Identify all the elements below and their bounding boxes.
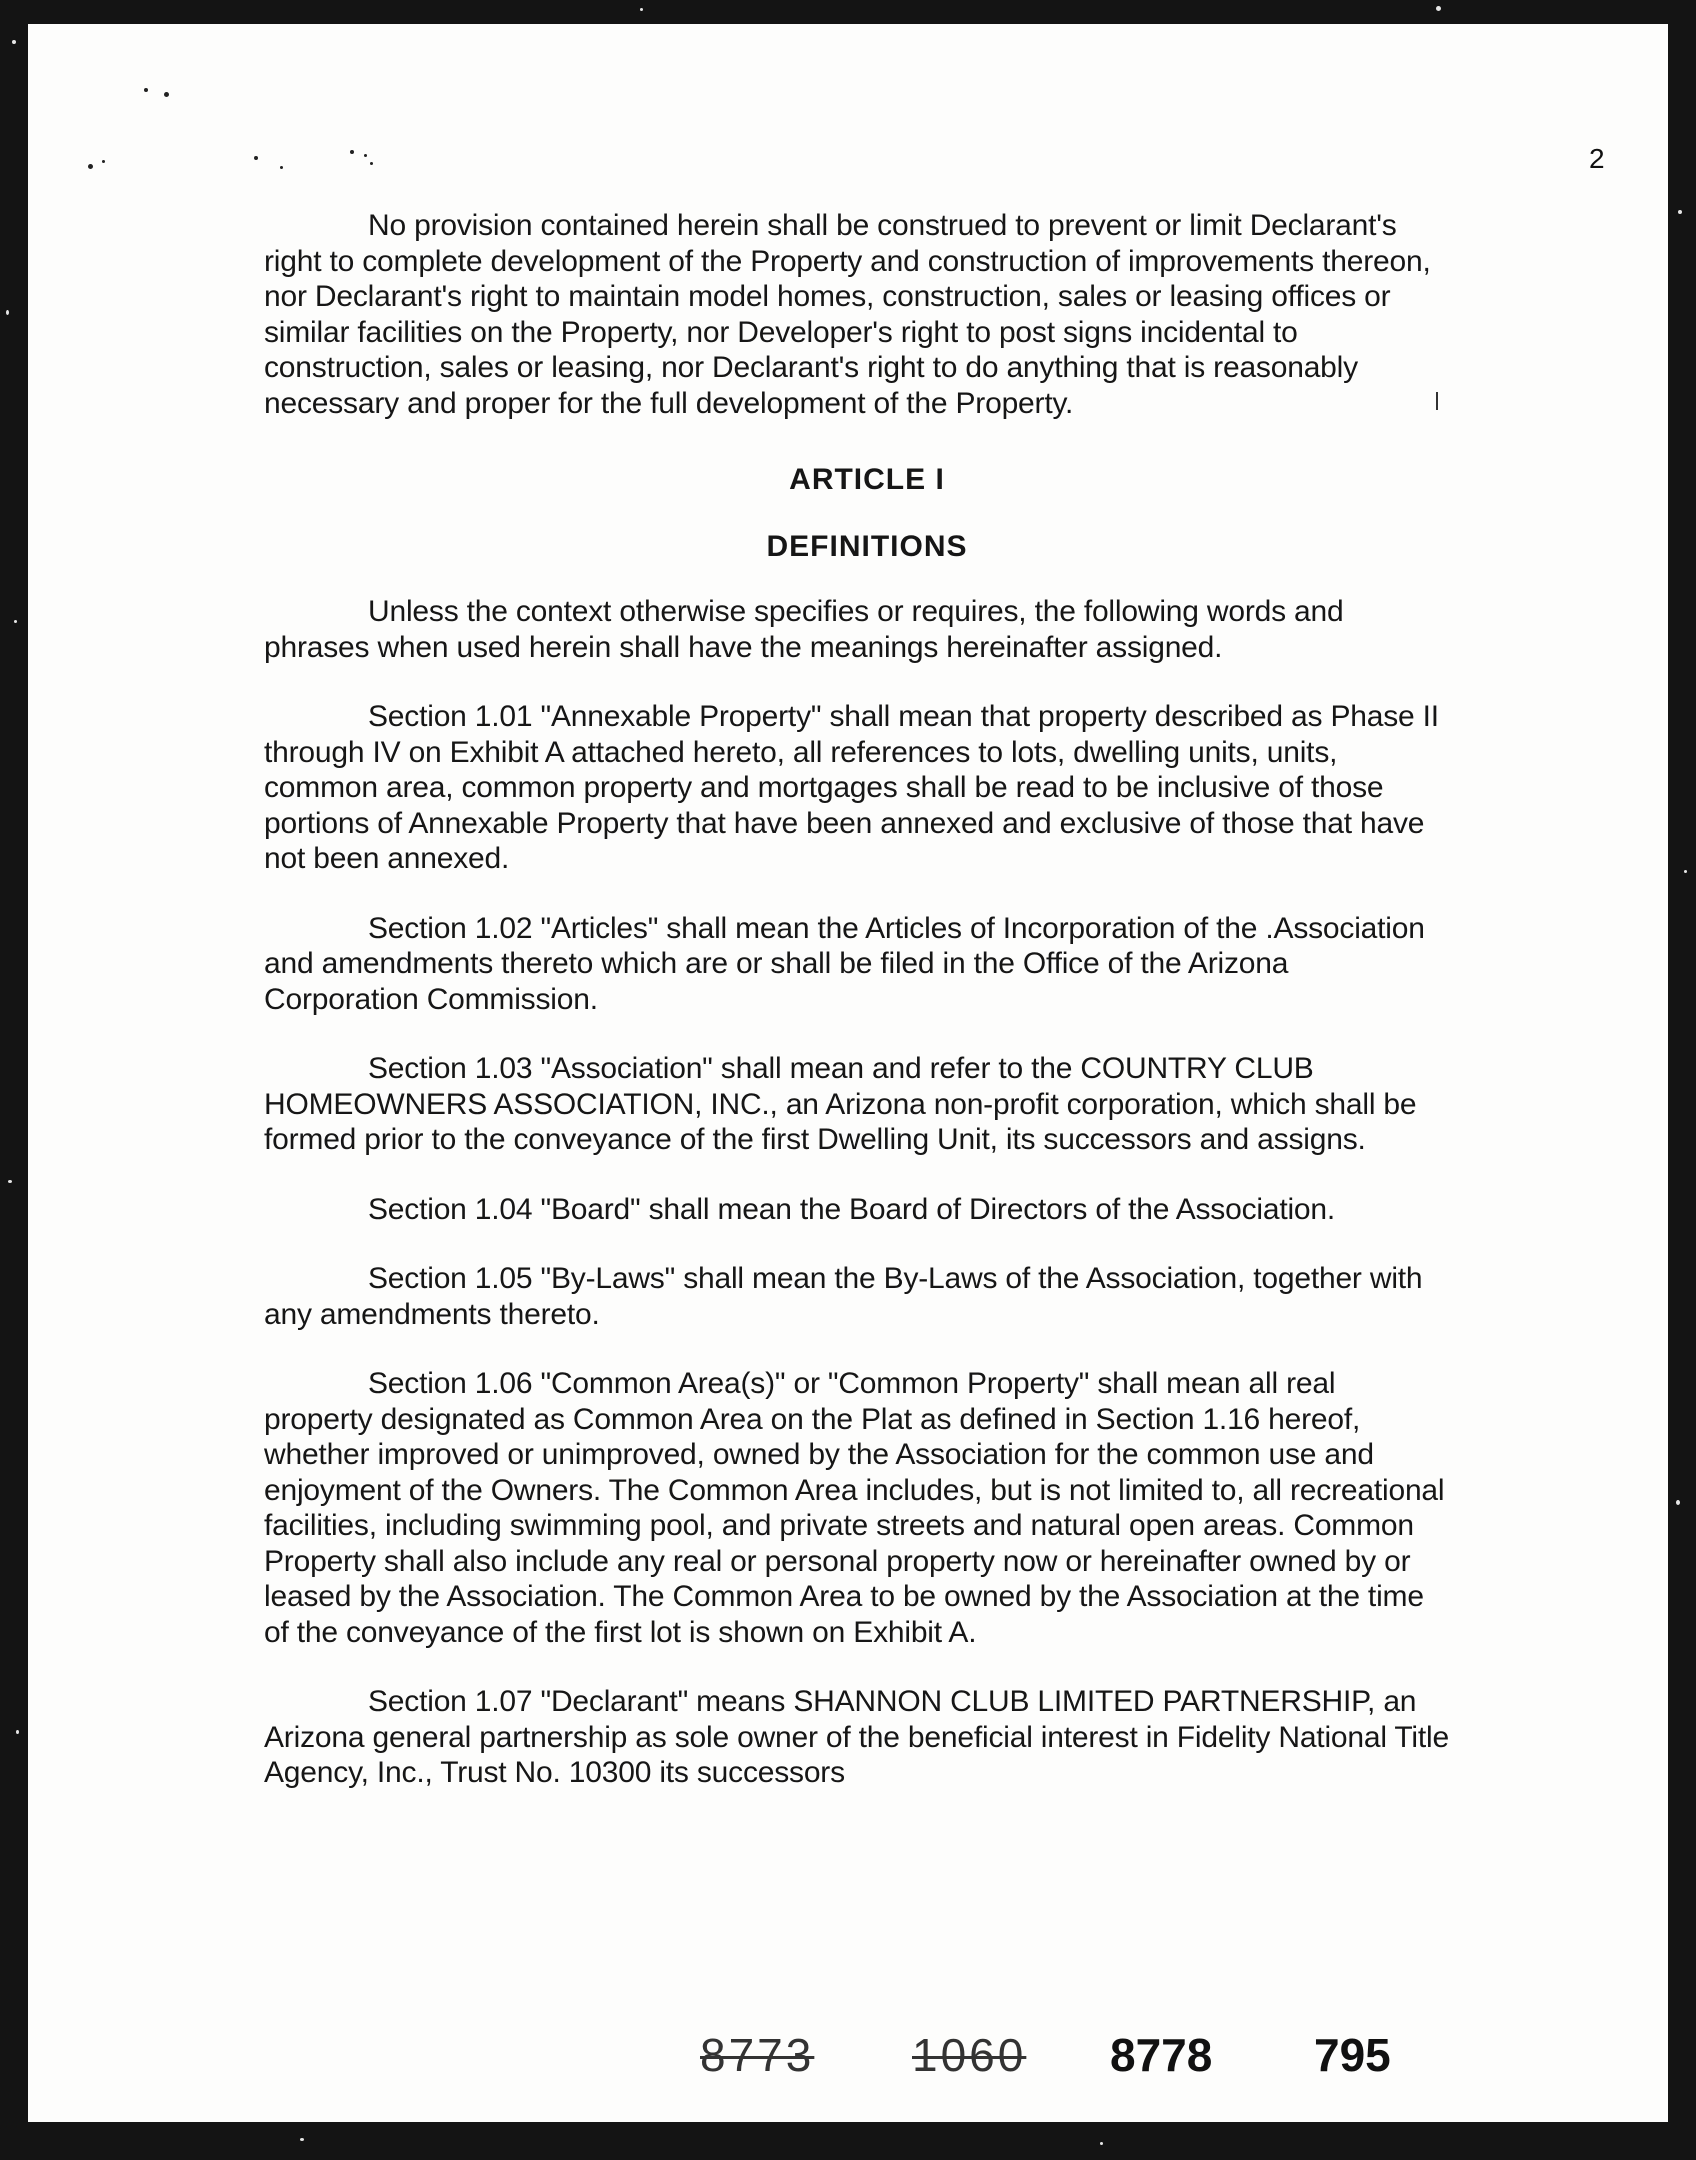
section-1-07: Section 1.07 "Declarant" means SHANNON CLUB LIMITED PARTNERSHIP, an Arizona general partnership as sole owner of the beneficial interest in Fidelity National Title Agency, Inc., Trust No. 10300 its successors	[264, 1685, 1449, 1789]
scan-noise	[16, 1730, 19, 1734]
paragraph-definitions-intro: Unless the context otherwise specifies or requires, the following words and phrases when used herein shall have the meanings hereinafter assigned.	[264, 595, 1344, 664]
reference-number: 795	[1314, 2029, 1391, 2081]
scan-dot	[88, 164, 93, 169]
scan-dot	[164, 92, 169, 97]
reference-number: 8778	[1110, 2029, 1213, 2081]
scan-noise	[640, 8, 643, 11]
paragraph-intro: No provision contained herein shall be construed to prevent or limit Declarant's right to complete development of the Property and construction of improvements thereon, nor Declarant's right to maintain model homes, construction, sales or leasing offices or similar facilities on the Property, nor Developer's right to post signs incidental to construction, sales or leasing, nor Declarant's right to do anything that is reasonably necessary and proper for the full development of the Property.	[264, 209, 1431, 420]
scan-dot	[370, 162, 373, 165]
definitions-heading: DEFINITIONS	[766, 529, 968, 563]
section-1-04: Section 1.04 "Board" shall mean the Board of Directors of the Association.	[368, 1192, 1336, 1226]
struck-reference-number: 1060	[912, 2029, 1027, 2081]
scan-noise	[1676, 1500, 1680, 1505]
section-1-06: Section 1.06 "Common Area(s)" or "Common Property" shall mean all real property designated as Common Area on the Plat as defined in Section 1.16 hereof, whether improved or unimproved, owned by the Association for the common use and enjoyment of the Owners. The Common Area includes, but is not limited to, all recreational facilities, including swimming pool, and private streets and natural open areas. Common Property shall also include any real or personal property now or hereinafter owned by or leased by the Association. The Common Area to be owned by the Association at the time of the conveyance of the first lot is shown on Exhibit A.	[264, 1367, 1445, 1649]
section-1-05: Section 1.05 "By-Laws" shall mean the By-Laws of the Association, together with any amendments thereto.	[264, 1262, 1423, 1331]
section-1-03: Section 1.03 "Association" shall mean and refer to the COUNTRY CLUB HOMEOWNERS ASSOCIATION, INC., an Arizona non-profit corporation, which shall be formed prior to the conveyance of the first Dwelling Unit, its successors and assigns.	[264, 1052, 1417, 1156]
scan-noise	[1678, 210, 1682, 214]
scan-noise	[6, 310, 9, 315]
struck-reference-number: 8773	[700, 2029, 815, 2081]
scan-dot	[280, 166, 283, 169]
scan-dot	[102, 160, 105, 163]
section-1-02: Section 1.02 "Articles" shall mean the Articles of Incorporation of the .Association and amendments thereto which are or shall be filed in the Office of the Arizona Corporation Commission.	[264, 911, 1425, 1016]
section-1-01: Section 1.01 "Annexable Property" shall mean that property described as Phase II through IV on Exhibit A attached hereto, all references to lots, dwelling units, units, common area, common property and mortgages shall be read to be inclusive of those portions of Annexable Property that have been annexed and exclusive of those that have not been annexed.	[264, 700, 1439, 875]
document-body	[264, 208, 1450, 1791]
page-number: 2	[1589, 143, 1605, 174]
scan-noise	[1436, 6, 1441, 11]
scan-dot	[364, 154, 367, 157]
scan-noise	[300, 2138, 304, 2141]
scan-dot	[144, 88, 148, 92]
scan-noise	[12, 40, 16, 44]
scan-noise	[14, 620, 17, 623]
scan-dot	[350, 150, 354, 154]
scan-noise	[1100, 2142, 1103, 2145]
scan-noise	[8, 1180, 12, 1183]
scan-noise	[1684, 870, 1687, 873]
scan-dot	[254, 156, 258, 160]
article-heading: ARTICLE I	[789, 463, 945, 496]
